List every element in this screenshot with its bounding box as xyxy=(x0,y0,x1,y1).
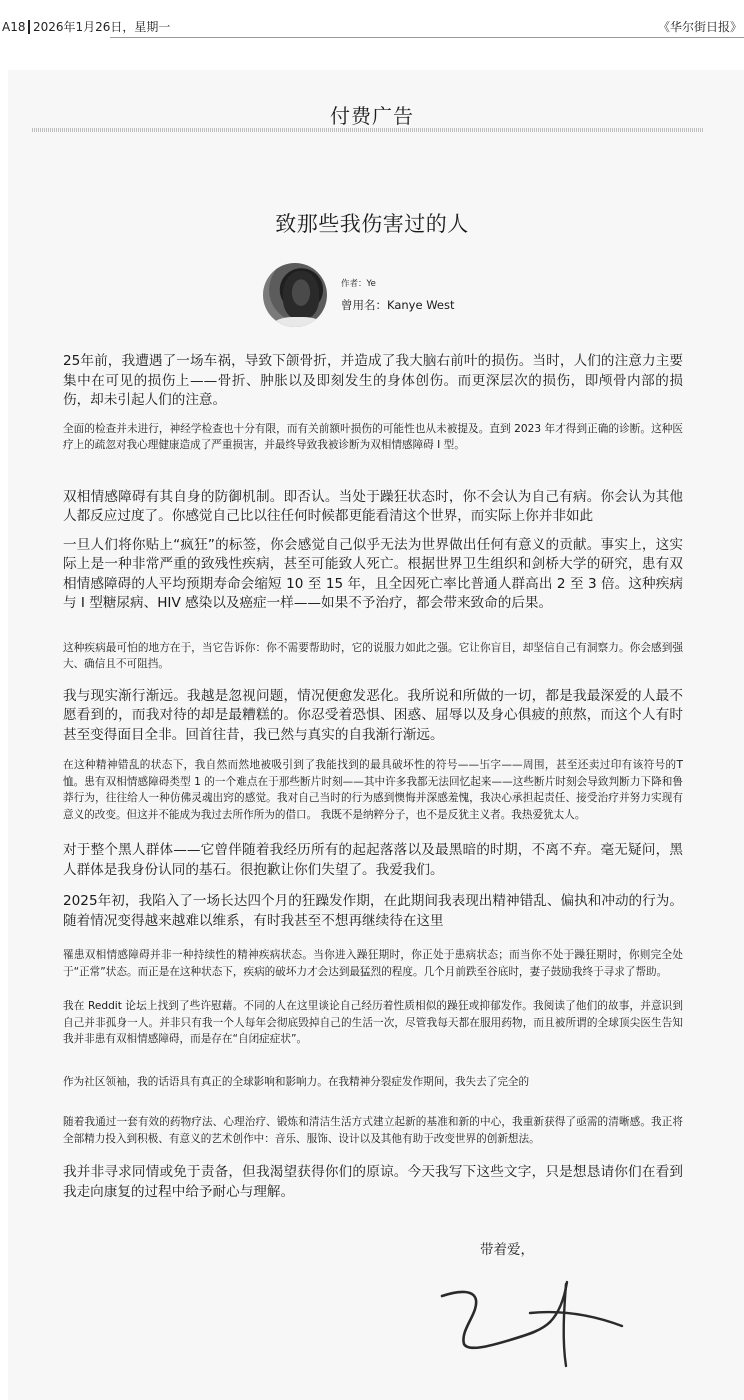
paragraph-9: 2025年初，我陷入了一场长达四个月的狂躁发作期，在此期间我表现出精神错乱、偏执和冲动的行为。随着情况变得越来越难以维系，有时我甚至不想再继续待在这里 xyxy=(63,893,683,929)
paragraph-4: 一旦人们将你贴上“疯狂”的标签，你会感觉自己似乎无法为世界做出任何有意义的贡献。事实上，这实际上是一种非常严重的致残性疾病，甚至可能致人死亡。根据世界卫生组织和剑桥大学的研究，患有双相情感障碍的人平均预期寿命会缩短 10 至 15 年，且全因死亡率比普通人群高出 2 至 3 倍。这种疾病与 I 型糖尿病、HIV 感染以及癌症一样——如果不予治疗，都会带来致命的后果。 xyxy=(63,536,683,611)
portrait-face xyxy=(283,271,319,319)
paragraph-1: 25年前，我遭遇了一场车祸，导致下颌骨折，并造成了我大脑右前叶的损伤。当时，人们的注意力主要集中在可见的损伤上——骨折、肿胀以及即刻发生的身体创伤。而更深层次的损伤，即颅骨内部的损伤，却未引起人们的注意。 xyxy=(63,353,683,408)
ad-divider xyxy=(32,128,704,132)
author-former-name: 曾用名：Kanye West xyxy=(341,298,455,312)
paragraph-14: 我并非寻求同情或免于责备，但我渴望获得你们的原谅。今天我写下这些文字，只是想恳请你们在看到我走向康复的过程中给予耐心与理解。 xyxy=(63,1164,683,1200)
publication-name: 《华尔街日报》 xyxy=(657,20,742,34)
masthead-rule xyxy=(110,37,744,38)
paragraph-6: 我与现实渐行渐远。我越是忽视问题，情况便愈发恶化。我所说和所做的一切，都是我最深爱的人最不愿看到的，而我对待的却是最糟糕的。你忍受着恐惧、困惑、屈辱以及身心俱疲的煎熬，而这个人有时甚至变得面目全非。回首往昔，我已然与真实的自我渐行渐远。 xyxy=(63,687,683,743)
article-title: 致那些我伤害过的人 xyxy=(275,212,469,236)
paragraph-13: 随着我通过一套有效的药物疗法、心理治疗、锻炼和清洁生活方式建立起新的基准和新的中心，我重新获得了亟需的清晰感。我正将全部精力投入到积极、有意义的艺术创作中：音乐、服饰、设计以及其他有助于改变世界的创新想法。 xyxy=(63,1116,683,1145)
masthead-divider xyxy=(28,20,30,34)
masthead-left xyxy=(2,18,170,35)
issue-date: 2026年1月26日，星期一 xyxy=(32,20,171,34)
paragraph-2: 全面的检查并未进行，神经学检查也十分有限，而有关前额叶损伤的可能性也从未被提及。直到 2023 年才得到正确的诊断。这种医疗上的疏忽对我心理健康造成了严重损害，并最终导致我被诊断为双相情感障碍 I 型。 xyxy=(63,422,683,451)
author-block xyxy=(263,263,454,327)
portrait-shirt xyxy=(273,317,323,327)
paragraph-10: 罹患双相情感障碍并非一种持续性的精神疾病状态。当你进入躁狂期时，你正处于患病状态；而当你不处于躁狂期时，你则完全处于“正常”状态。而正是在这种状态下，疾病的破坏力才会达到最猛烈的程度。几个月前跌至谷底时，妻子鼓励我终于寻求了帮助。 xyxy=(63,949,683,978)
author-text xyxy=(341,277,454,313)
closing-salutation: 带着爱， xyxy=(480,1242,534,1258)
paragraph-7: 在这种精神错乱的状态下，我自然而然地被吸引到了我能找到的最具破坏性的符号——卐字——周围，甚至还卖过印有该符号的T恤。患有双相情感障碍类型 1 的一个难点在于那些断片时刻——其中许多我都无法回忆起来——这些断片时刻会导致判断力下降和鲁莽行为，往往给人一种仿佛灵魂出窍的感觉。我对自己当时的行为感到懊悔并深感羞愧，我决心承担起责任、接受治疗并努力实现有意义的改变。但这并不能成为我过去所作所为的借口。 我既不是纳粹分子，也不是反犹主义者。我热爱犹太人。 xyxy=(63,759,683,821)
paragraph-12: 作为社区领袖，我的话语具有真正的全球影响和影响力。在我精神分裂症发作期间，我失去了完全的 xyxy=(63,1075,530,1088)
signature-icon xyxy=(430,1270,630,1380)
paragraph-3: 双相情感障碍有其自身的防御机制。即否认。当处于躁狂状态时，你不会认为自己有病。你会认为其他人都反应过度了。你感觉自己比以往任何时候都更能看清这个世界，而实际上你并非如此 xyxy=(63,488,683,524)
author-byline: 作者：Ye xyxy=(341,279,376,289)
author-avatar xyxy=(263,263,327,327)
paragraph-8: 对于整个黑人群体——它曾伴随着我经历所有的起起落落以及最黑暗的时期，不离不弃。毫无疑问，黑人群体是我身份认同的基石。很抱歉让你们失望了。我爱我们。 xyxy=(63,842,683,878)
article-body xyxy=(63,352,683,1202)
paragraph-11: 我在 Reddit 论坛上找到了些许慰藉。不同的人在这里谈论自己经历着性质相似的躁狂或抑郁发作。我阅读了他们的故事，并意识到自己并非孤身一人。并非只有我一个人每年会彻底毁掉自己的生活一次，尽管我每天都在服用药物，而且被所谓的全球顶尖医生告知我并非患有双相情感障碍，而是存在“自闭症症状”。 xyxy=(63,1000,683,1045)
paragraph-5: 这种疾病最可怕的地方在于，当它告诉你：你不需要帮助时，它的说服力如此之强。它让你盲目，却坚信自己有洞察力。你会感到强大、确信且不可阻挡。 xyxy=(63,641,683,670)
paid-ad-label: 付费广告 xyxy=(330,104,414,128)
page-number: A18 xyxy=(2,19,26,34)
